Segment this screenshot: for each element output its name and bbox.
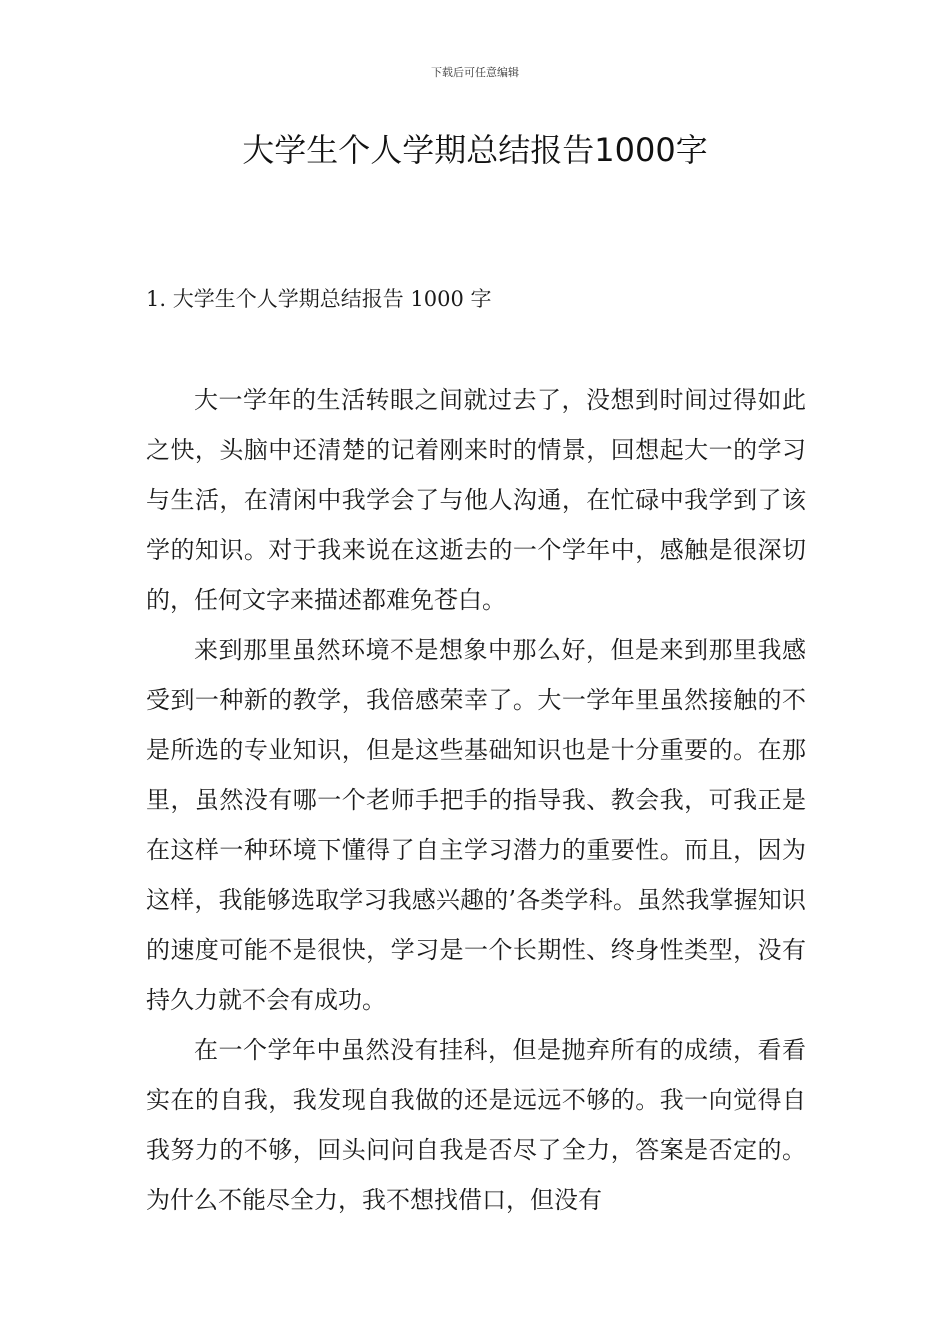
- section-heading: 1. 大学生个人学期总结报告 1000 字: [146, 287, 492, 311]
- paragraph: 大一学年的生活转眼之间就过去了，没想到时间过得如此之快，头脑中还清楚的记着刚来时的情景，回想起大一的学习与生活，在清闲中我学会了与他人沟通，在忙碌中我学到了该学的知识。对于我来说在这逝去的一个学年中，感触是很深切的，任何文字来描述都难免苍白。: [146, 386, 806, 614]
- paragraph: 来到那里虽然环境不是想象中那么好，但是来到那里我感受到一种新的教学，我倍感荣幸了。大一学年里虽然接触的不是所选的专业知识，但是这些基础知识也是十分重要的。在那里，虽然没有哪一个老师手把手的指导我、教会我，可我正是在这样一种环境下懂得了自主学习潜力的重要性。而且，因为这样，我能够选取学习我感兴趣的’各类学科。虽然我掌握知识的速度可能不是很快，学习是一个长期性、终身性类型，没有持久力就不会有成功。: [146, 636, 806, 1014]
- page-header-note: 下载后可任意编辑: [431, 66, 519, 79]
- document-title: 大学生个人学期总结报告1000字: [242, 131, 708, 169]
- document-body: [146, 375, 806, 1225]
- paragraph: 在一个学年中虽然没有挂科，但是抛弃所有的成绩，看看实在的自我，我发现自我做的还是远远不够的。我一向觉得自我努力的不够，回头问问自我是否尽了全力，答案是否定的。为什么不能尽全力，我不想找借口，但没有: [146, 1036, 806, 1214]
